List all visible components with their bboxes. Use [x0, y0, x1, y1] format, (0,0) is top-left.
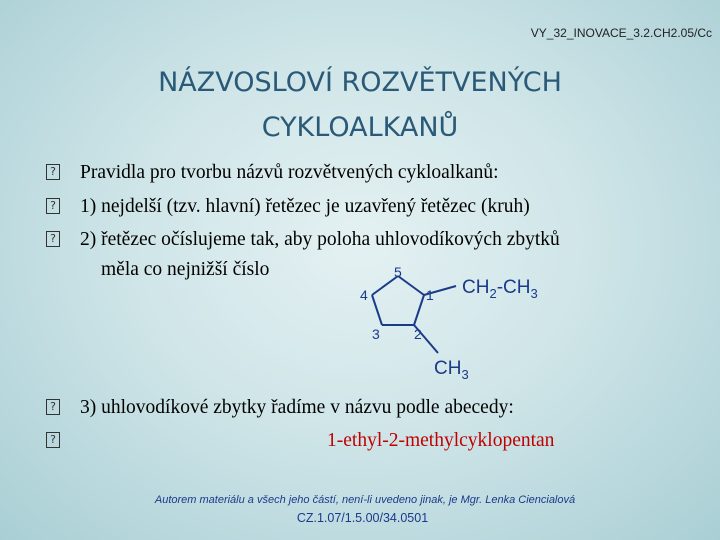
bullet-continuation: měla co nejnižší číslo: [101, 259, 270, 280]
bullet-item-rule-3: [46, 396, 514, 420]
bullet-item-rules: [46, 161, 499, 185]
square-bullet-icon: ?: [46, 432, 60, 448]
methyl-group-label: $CH_3$: [434, 358, 469, 382]
bullet-text: 1) nejdelší (tzv. hlavní) řetězec je uzavřený řetězec (kruh): [80, 196, 530, 217]
bullet-item-rule-1: [46, 195, 530, 219]
cyclopentane-structure: [350, 258, 560, 388]
footer-author: Autorem materiálu a všech jeho částí, není-li uvedeno jinak, je Mgr. Lenka Ciencialová: [154, 494, 576, 506]
bullet-text: Pravidla pro tvorbu názvů rozvětvených cykloalkanů:: [80, 162, 499, 183]
title-line-2: CYKLOALKANŮ: [261, 112, 459, 143]
bond-5-1: [398, 276, 424, 295]
ring-number-5: 5: [394, 264, 402, 280]
square-bullet-icon: ?: [46, 231, 60, 247]
ring-number-3: 3: [372, 326, 380, 342]
square-bullet-icon: ?: [46, 399, 60, 415]
footer-project-code: CZ.1.07/1.5.00/34.0501: [296, 511, 429, 525]
compound-name-result: 1-ethyl-2-methylcyklopentan: [327, 430, 555, 451]
page-title: [0, 60, 720, 150]
ethyl-group-label: $CH_2-CH_3$: [462, 277, 538, 301]
title-line-1: NÁZVOSLOVÍ ROZVĚTVENÝCH: [158, 67, 562, 98]
ring-number-1: 1: [426, 287, 434, 303]
ring-number-4: 4: [360, 287, 368, 303]
ring-number-2: 2: [414, 326, 422, 342]
bond-3-4: [372, 295, 382, 325]
document-code: VY_32_INOVACE_3.2.CH2.05/Cc: [530, 26, 712, 40]
bullet-item-rule-2: [46, 228, 560, 252]
bond-1-2: [414, 295, 424, 325]
square-bullet-icon: ?: [46, 164, 60, 180]
bullet-text: 3) uhlovodíkové zbytky řadíme v názvu podle abecedy:: [80, 397, 514, 418]
bullet-text: 2) řetězec očíslujeme tak, aby poloha uhlovodíkových zbytků: [80, 229, 560, 250]
square-bullet-icon: ?: [46, 198, 60, 214]
bullet-item-result: [46, 429, 80, 448]
